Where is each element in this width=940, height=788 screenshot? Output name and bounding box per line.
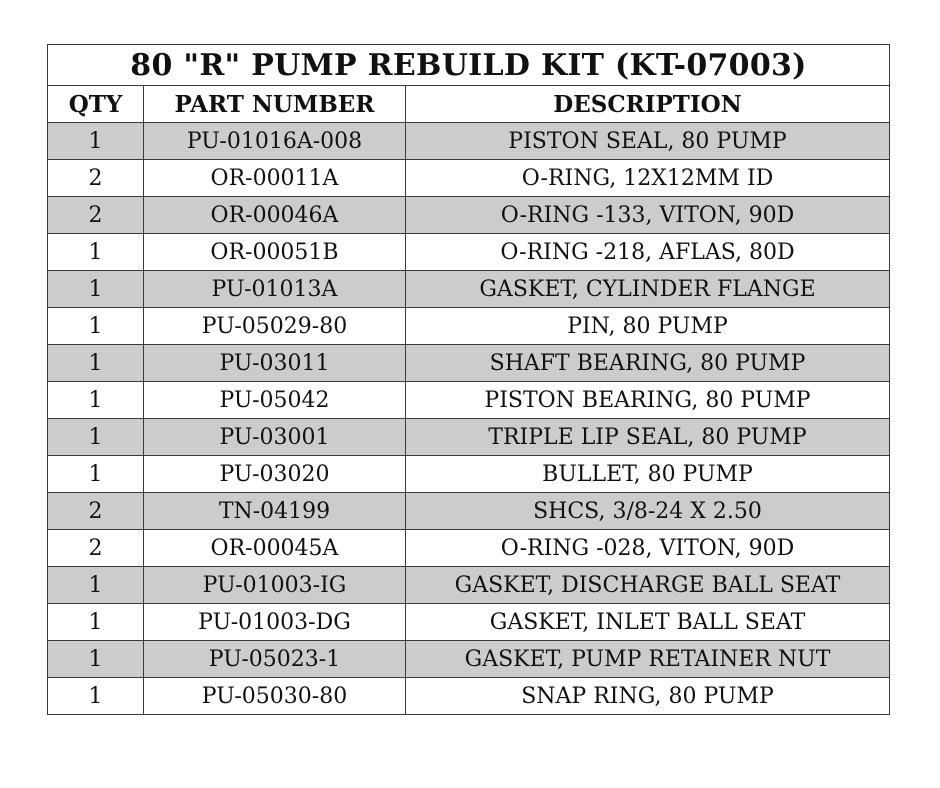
description-cell: GASKET, INLET BALL SEAT (406, 604, 890, 641)
description-cell: TRIPLE LIP SEAL, 80 PUMP (406, 419, 890, 456)
description-cell: GASKET, CYLINDER FLANGE (406, 271, 890, 308)
table-title-row (48, 45, 890, 86)
qty-cell: 2 (48, 160, 144, 197)
description-cell: O-RING, 12X12MM ID (406, 160, 890, 197)
table-row (48, 123, 890, 160)
description-cell: PIN, 80 PUMP (406, 308, 890, 345)
qty-cell: 2 (48, 493, 144, 530)
part-number-cell: PU-01016A-008 (144, 123, 406, 160)
table-row (48, 493, 890, 530)
table-row (48, 271, 890, 308)
qty-cell: 1 (48, 308, 144, 345)
header-qty: QTY (48, 86, 144, 123)
qty-cell: 2 (48, 197, 144, 234)
table-row (48, 419, 890, 456)
description-cell: SHAFT BEARING, 80 PUMP (406, 345, 890, 382)
qty-cell: 1 (48, 234, 144, 271)
table-row (48, 530, 890, 567)
table-row (48, 678, 890, 715)
description-cell: PISTON SEAL, 80 PUMP (406, 123, 890, 160)
part-number-cell: OR-00046A (144, 197, 406, 234)
qty-cell: 2 (48, 530, 144, 567)
qty-cell: 1 (48, 678, 144, 715)
part-number-cell: PU-01013A (144, 271, 406, 308)
qty-cell: 1 (48, 604, 144, 641)
part-number-cell: PU-05042 (144, 382, 406, 419)
table-row (48, 567, 890, 604)
part-number-cell: PU-03001 (144, 419, 406, 456)
qty-cell: 1 (48, 382, 144, 419)
header-part-number: PART NUMBER (144, 86, 406, 123)
description-cell: GASKET, DISCHARGE BALL SEAT (406, 567, 890, 604)
parts-table (47, 44, 890, 715)
table-title: 80 "R" PUMP REBUILD KIT (KT-07003) (48, 45, 890, 86)
table-row (48, 308, 890, 345)
description-cell: SHCS, 3/8-24 X 2.50 (406, 493, 890, 530)
table-row (48, 456, 890, 493)
table-row (48, 604, 890, 641)
part-number-cell: OR-00051B (144, 234, 406, 271)
description-cell: O-RING -028, VITON, 90D (406, 530, 890, 567)
header-description: DESCRIPTION (406, 86, 890, 123)
part-number-cell: OR-00045A (144, 530, 406, 567)
table-row (48, 345, 890, 382)
part-number-cell: PU-03020 (144, 456, 406, 493)
qty-cell: 1 (48, 567, 144, 604)
description-cell: BULLET, 80 PUMP (406, 456, 890, 493)
part-number-cell: PU-03011 (144, 345, 406, 382)
part-number-cell: OR-00011A (144, 160, 406, 197)
description-cell: GASKET, PUMP RETAINER NUT (406, 641, 890, 678)
qty-cell: 1 (48, 419, 144, 456)
part-number-cell: TN-04199 (144, 493, 406, 530)
description-cell: O-RING -133, VITON, 90D (406, 197, 890, 234)
description-cell: O-RING -218, AFLAS, 80D (406, 234, 890, 271)
part-number-cell: PU-05029-80 (144, 308, 406, 345)
table-row (48, 641, 890, 678)
part-number-cell: PU-05030-80 (144, 678, 406, 715)
qty-cell: 1 (48, 345, 144, 382)
qty-cell: 1 (48, 123, 144, 160)
qty-cell: 1 (48, 641, 144, 678)
table-row (48, 234, 890, 271)
description-cell: PISTON BEARING, 80 PUMP (406, 382, 890, 419)
part-number-cell: PU-01003-IG (144, 567, 406, 604)
description-cell: SNAP RING, 80 PUMP (406, 678, 890, 715)
table-body (48, 123, 890, 715)
table-row (48, 382, 890, 419)
qty-cell: 1 (48, 271, 144, 308)
table-header-row (48, 86, 890, 123)
table-row (48, 197, 890, 234)
part-number-cell: PU-05023-1 (144, 641, 406, 678)
table-row (48, 160, 890, 197)
part-number-cell: PU-01003-DG (144, 604, 406, 641)
qty-cell: 1 (48, 456, 144, 493)
